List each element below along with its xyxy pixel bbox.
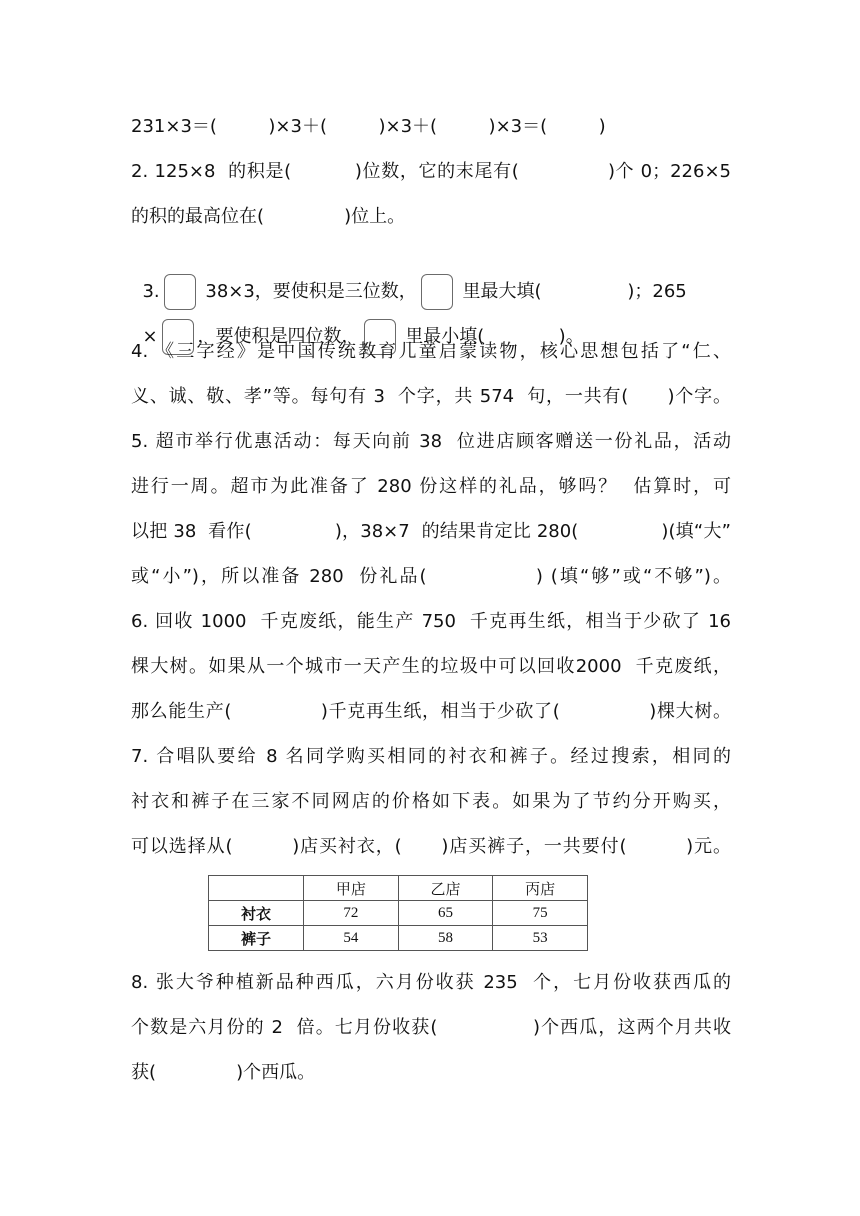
q6-line2: 棵大树。如果从一个城市一天产生的垃圾中可以回收2000 千克废纸， bbox=[131, 656, 731, 677]
table-cell: 54 bbox=[304, 926, 399, 951]
table-cell: 72 bbox=[304, 901, 399, 926]
q3-text-d: 里最小填( )。 bbox=[399, 326, 584, 347]
q8-line3: 获( )个西瓜。 bbox=[131, 1062, 316, 1083]
table-row bbox=[209, 901, 588, 926]
q2-line2: 的积的最高位在( )位上。 bbox=[131, 206, 406, 227]
row-label: 裤子 bbox=[209, 926, 304, 951]
times-sign: × bbox=[142, 326, 158, 347]
q7-line1: 7. 合唱队要给 8 名同学购买相同的衬衣和裤子。经过搜索，相同的 bbox=[131, 746, 731, 767]
q5-line1: 5. 超市举行优惠活动：每天向前 38 位进店顾客赠送一份礼品，活动 bbox=[131, 431, 731, 452]
q4-line2: 义、诚、敬、孝”等。每句有 3 个字，共 574 句，一共有( )个字。 bbox=[131, 386, 731, 407]
q3-text-a: 38×3，要使积是三位数， bbox=[199, 281, 417, 302]
q2-line1: 2. 125×8 的积是( )位数，它的末尾有( )个 0；226×5 bbox=[131, 161, 731, 182]
table-cell: 75 bbox=[493, 901, 588, 926]
table-header-cell: 乙店 bbox=[398, 876, 493, 901]
q3-number: 3. bbox=[142, 281, 160, 302]
table-header-cell bbox=[209, 876, 304, 901]
table-header-cell: 甲店 bbox=[304, 876, 399, 901]
row-label: 衬衣 bbox=[209, 901, 304, 926]
table-header-row bbox=[209, 876, 588, 901]
q5-line4: 或“小”)，所以准备 280 份礼品( ) (填“够”或“不够”)。 bbox=[131, 566, 731, 587]
q5-line2: 进行一周。超市为此准备了 280 份这样的礼品，够吗？ 估算时，可 bbox=[131, 476, 731, 497]
table-cell: 53 bbox=[493, 926, 588, 951]
q5-line3: 以把 38 看作( )，38×7 的结果肯定比 280( )(填“大” bbox=[131, 521, 731, 542]
q1-continuation: 231×3＝( )×3＋( )×3＋( )×3＝( ) bbox=[131, 116, 606, 137]
price-table bbox=[208, 875, 588, 951]
q3-text-b: 里最大填( )；265 bbox=[456, 281, 687, 302]
q4-line1: 4. 《三字经》是中国传统教育儿童启蒙读物，核心思想包括了“仁、 bbox=[131, 341, 731, 362]
table-header-cell: 丙店 bbox=[493, 876, 588, 901]
q3-text-c: ，要使积是四位数， bbox=[197, 326, 360, 347]
q8-line1: 8. 张大爷种植新品种西瓜，六月份收获 235 个，七月份收获西瓜的 bbox=[131, 972, 731, 993]
table-cell: 65 bbox=[398, 901, 493, 926]
q6-line1: 6. 回收 1000 千克废纸，能生产 750 千克再生纸，相当于少砍了 16 bbox=[131, 611, 731, 632]
table-row bbox=[209, 926, 588, 951]
q8-line2: 个数是六月份的 2 倍。七月份收获( )个西瓜，这两个月共收 bbox=[131, 1017, 731, 1038]
q6-line3: 那么能生产( )千克再生纸，相当于少砍了( )棵大树。 bbox=[131, 701, 731, 722]
q7-line2: 衬衣和裤子在三家不同网店的价格如下表。如果为了节约分开购买， bbox=[131, 791, 731, 812]
table-cell: 58 bbox=[398, 926, 493, 951]
q7-line3: 可以选择从( )店买衬衣，( )店买裤子，一共要付( )元。 bbox=[131, 836, 731, 857]
